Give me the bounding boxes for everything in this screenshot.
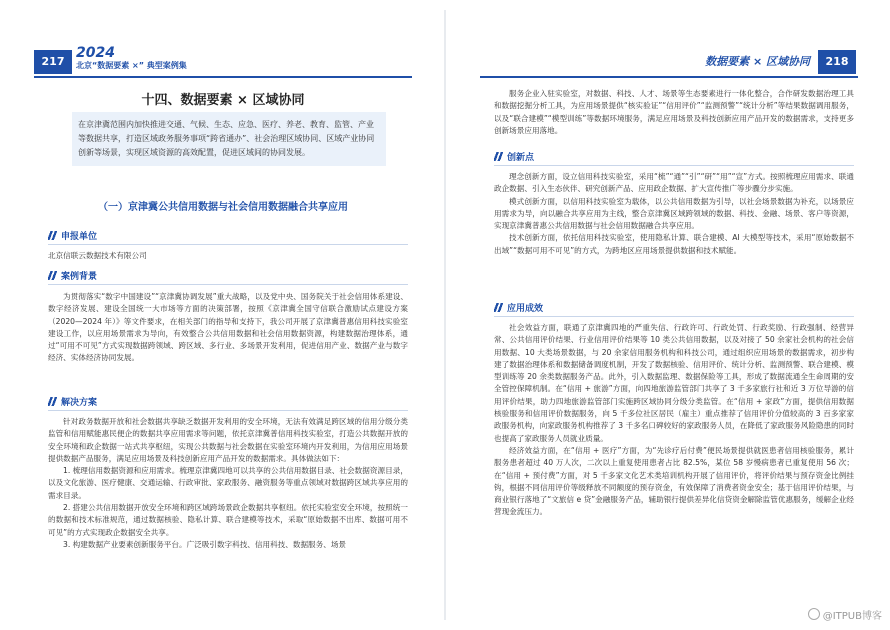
heading-line bbox=[494, 316, 854, 317]
section-title: （一）京津冀公共信用数据与社会信用数据融合共享应用 bbox=[98, 202, 348, 213]
watermark-icon bbox=[808, 608, 820, 620]
results-paragraph: 社会效益方面，联通了京津冀四地的严重失信、行政许可、行政处罚、行政奖励、行政强制、经营异常、公共信用评价结果、行业信用评价结果等 10 类公共信用数据，以及对接了 50 余家社会机构的社会信用数据、10 大类场景数据，与 20 余家信用服务机构和科技公司，通过组织应用场景的数据需求，初步构建了数据治理体系和数据储备调度机制，开发了数据核验、信用评价、统计分析、监测预警、联合建模、模型训练等 20 余类数据服务产品。此外，引入数据监理、数据保险等工具，形成了数据流通全生命周期的安全管控保障机制。在“信用 + 旅游”方面，向四地旅游监管部门共享了 3 千多家旅行社和近 3 万位导游的信用评价结果，助力四地旅游监管部门实施跨区域协同分级分类监管。在“信用 + 家政”方面，提供信用数据核验服务和信用评价数据服务，向 5 千多位社区居民（雇主）重点推荐了信用评价分值较高的 3 百多家家政服务机构，向家政服务机构推荐了 3 千多名口碑较好的家政服务人员，在降低了家政服务风险隐患的同时也提高了家政服务人员就业质量。 bbox=[494, 323, 854, 443]
solution-item: 2. 搭建公共信用数据开放安全环境和跨区域跨场景政企数据共享枢纽。依托实验室安全环境，按照统一的数据和技术标准规范，通过数据核验、隐私计算、联合建模等技术，采取“原始数据不出库、数据可用不可见”的方式实现政企数据安全共享。 bbox=[48, 503, 408, 537]
brand-year: 2024 bbox=[76, 45, 115, 61]
heading-marker-icon bbox=[48, 397, 57, 406]
heading-solution: 解决方案 bbox=[48, 397, 97, 409]
innovation-paragraph: 模式创新方面，以信用科技实验室为载体，以公共信用数据为引导，以社会场景数据为补充，以场景应用需求为导，向以融合共享应用为主线，整合京津冀区域跨领域的数据、科技、金融、场景、客户等资源，实现京津冀普惠公共信用数据与社会信用数据融合共享应用。 bbox=[494, 196, 854, 231]
background-text: 为贯彻落实“数字中国建设”“京津冀协调发展”重大战略，以及党中央、国务院关于社会信用体系建设、数字经济发展、建设全国统一大市场等方面的决策部署，按照《京津冀全国守信联合激励试点建设方案（2020—2024 年）》等文件要求，在相关部门的指导和支持下，我公司开展了京津冀普惠信用科技实验室建设工作，以应用场景需求为导向，有效整合公共信用数据和社会信用数据资源，构建数据治理体系，通过“可用不可见”方式实现数据跨领域、跨区域、多行业、多场景开发利用，促进信用产业、数据产业与数字经济、实体经济协同发展。 bbox=[48, 292, 408, 363]
heading-line bbox=[48, 410, 408, 411]
results-text bbox=[494, 322, 854, 519]
solution-item: 3. 构建数据产业要素创新服务平台。广泛吸引数字科技、信用科技、数据服务、场景 bbox=[63, 539, 347, 549]
right-page bbox=[446, 0, 890, 630]
continued-text: 服务企业入驻实验室，对数据、科技、人才、场景等生态要素进行一体化整合，合作研发数据治理工具和数据挖掘分析工具，为应用场景提供“核实验证”“信用评价”“监测预警”“统计分析”等结果数据调用服务，以及“联合建模”“模型训练”等数据环境服务，满足应用场景及科技创新应用产品开发的数据需求，支持更多创新场景应用落地。 bbox=[494, 89, 854, 135]
solution-text bbox=[48, 416, 408, 551]
page-number: 217 bbox=[34, 50, 72, 74]
heading-marker-icon bbox=[48, 231, 57, 240]
brand-logo bbox=[76, 46, 187, 72]
heading-line bbox=[48, 284, 408, 285]
brand-subtitle: 北京“数据要素 ×” 典型案例集 bbox=[76, 61, 187, 70]
heading-line bbox=[48, 244, 408, 245]
innovation-paragraph: 技术创新方面，依托信用科技实验室，使用隐私计算、联合建模、AI 大模型等技术，采用“原始数据不出域”“数据可用不可见”的方式，为跨地区应用场景提供数据和技术赋能。 bbox=[494, 233, 854, 255]
watermark: @ITPUB博客 bbox=[808, 607, 882, 622]
header-rule bbox=[480, 76, 858, 78]
heading-marker-icon bbox=[48, 271, 57, 280]
results-paragraph: 经济效益方面，在“信用 + 医疗”方面，为“先诊疗后付费”便民场景提供就医患者信用核验服务，累计服务患者超过 40 万人次，二次以上重复使用患者占比 82.5%，某位 58 岁慢病患者已重复使用 56 次；在“信用 + 预付费”方面，对 5 千多家文化艺术类培训机构开展了信用评价，将评价结果与预存资金比例挂钩，根据不同信用评价等级释放不同额度的预存资金，有效保障了消费者资金安全；基于信用评价结果，与商业银行落地了“文旅信 e 贷”金融服务产品，辅助银行提供差异化信贷资金解除监管优惠服务，缓解企业经营现金流压力。 bbox=[494, 445, 854, 517]
innovation-text bbox=[494, 171, 854, 257]
intro-box: 在京津冀范围内加快推进交通、气候、生态、应急、医疗、养老、教育、监管、产业等数据共享，打造区域政务服务事项“跨省通办”、社会治理区域协同、区域产业协同创新等场景，实现区域资源的高效配置，促进区域间的协同发展。 bbox=[72, 112, 386, 166]
chapter-title: 十四、数据要素 × 区域协同 bbox=[141, 93, 305, 108]
header-title: 数据要素 × 区域协同 bbox=[705, 55, 810, 68]
heading-innovation: 创新点 bbox=[494, 152, 534, 164]
heading-line bbox=[494, 165, 854, 166]
heading-marker-icon bbox=[494, 303, 503, 312]
innovation-paragraph: 理念创新方面，设立信用科技实验室，采用“梳”“通”“引”“研”“用”“宣”方式。按照梳理应用需求、联通政企数据、引入生态伙伴、研究创新产品、应用政企数据、扩大宣传推广等步骤分步实施。 bbox=[494, 172, 854, 194]
heading-applicant: 申报单位 bbox=[48, 231, 97, 243]
header-rule bbox=[34, 76, 412, 78]
heading-marker-icon bbox=[494, 152, 503, 161]
heading-background: 案例背景 bbox=[48, 271, 97, 283]
applicant-text: 北京信联云数据技术有限公司 bbox=[48, 251, 147, 260]
solution-item: 1. 梳理信用数据资源和应用需求。梳理京津冀四地可以共享的公共信用数据目录、社会数据资源目录，以及文化旅游、医疗健康、交通运输、行政审批、家政服务、融资服务等重点领域对数据跨区域共享应用的需求目录。 bbox=[48, 466, 408, 500]
page-number: 218 bbox=[818, 50, 856, 74]
solution-paragraph: 针对政务数据开放和社会数据共享缺乏数据开发利用的安全环境，无法有效满足跨区域的信用分级分类监管和信用赋能惠民便企的数据共享应用需求等问题，依托京津冀普信用科技实验室，打造公共数据开放的安全环境和政企数据一站式共享枢纽，实现公共数据与社会数据在实验室环境内开发利用，为信用应用场景提供数据产品服务，满足应用场景及科技创新应用产品开发的数据需求。具体做法如下： bbox=[48, 417, 408, 463]
heading-results: 应用成效 bbox=[494, 303, 543, 315]
